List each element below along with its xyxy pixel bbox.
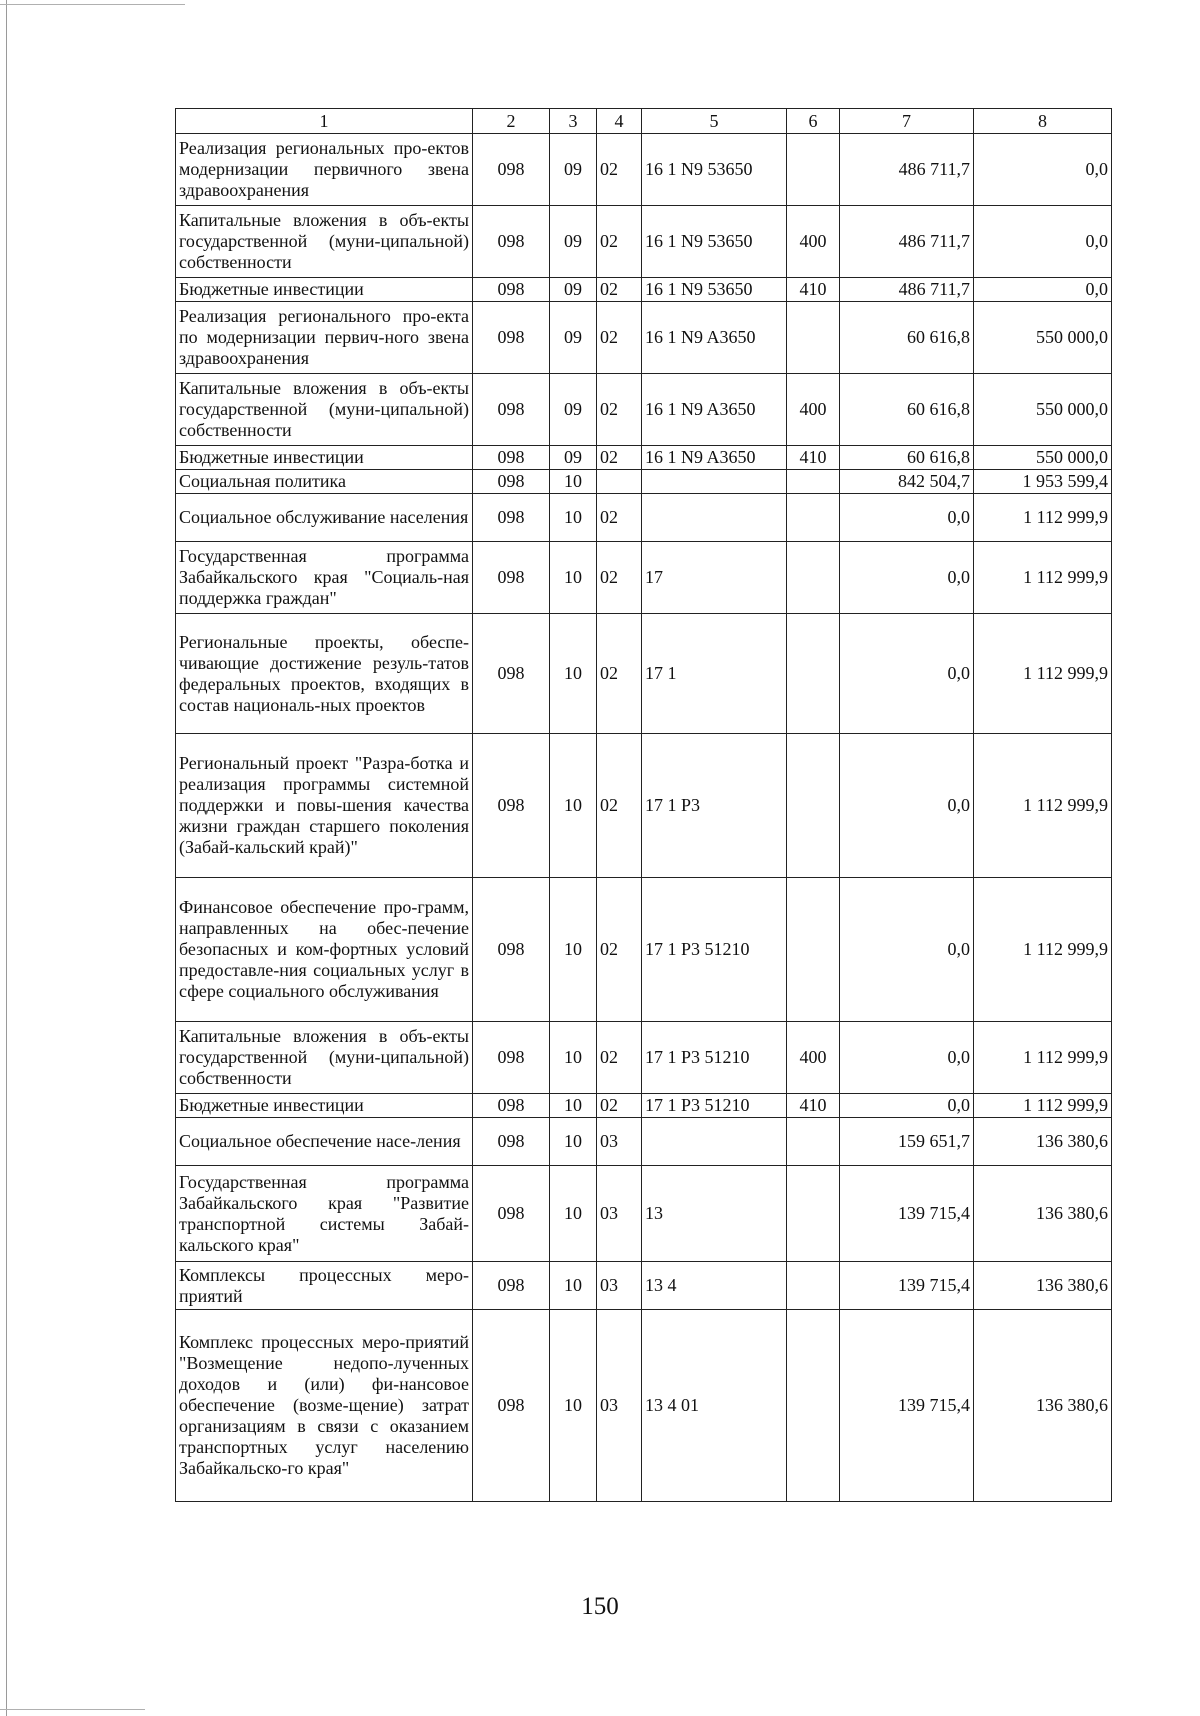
subsection-cell [597, 470, 642, 494]
subsection-cell: 02 [597, 542, 642, 614]
expense-type-cell [787, 134, 840, 206]
target-article-cell: 16 1 N9 53650 [642, 206, 787, 278]
column-header: 5 [642, 109, 787, 134]
code-admin-cell: 098 [473, 1166, 550, 1262]
amount-2025-cell: 136 380,6 [974, 1262, 1112, 1310]
section-cell: 09 [550, 302, 597, 374]
amount-2024-cell: 139 715,4 [840, 1166, 974, 1262]
table-row [176, 1262, 1112, 1310]
amount-2025-cell: 1 112 999,9 [974, 878, 1112, 1022]
subsection-cell: 02 [597, 206, 642, 278]
row-name-cell: Финансовое обеспечение про-грамм, направленных на обес-печение безопасных и ком-фортных условий предоставле-ния социальных услуг в сфере социального обслуживания [176, 878, 473, 1022]
table-row [176, 1310, 1112, 1502]
amount-2024-cell: 842 504,7 [840, 470, 974, 494]
amount-2024-cell: 159 651,7 [840, 1118, 974, 1166]
section-cell: 10 [550, 878, 597, 1022]
table-row [176, 374, 1112, 446]
column-header: 7 [840, 109, 974, 134]
column-header: 6 [787, 109, 840, 134]
amount-2025-cell: 550 000,0 [974, 302, 1112, 374]
amount-2024-cell: 0,0 [840, 1022, 974, 1094]
target-article-cell: 17 1 P3 51210 [642, 1022, 787, 1094]
row-name-cell: Социальное обслуживание населения [176, 494, 473, 542]
code-admin-cell: 098 [473, 1310, 550, 1502]
table-body [176, 134, 1112, 1502]
amount-2025-cell: 550 000,0 [974, 446, 1112, 470]
section-cell: 09 [550, 374, 597, 446]
amount-2024-cell: 0,0 [840, 542, 974, 614]
code-admin-cell: 098 [473, 1262, 550, 1310]
subsection-cell: 02 [597, 734, 642, 878]
code-admin-cell: 098 [473, 278, 550, 302]
row-name-cell: Региональные проекты, обеспе-чивающие достижение резуль-татов федеральных проектов, входящих в состав националь-ных проектов [176, 614, 473, 734]
expense-type-cell [787, 302, 840, 374]
expense-type-cell [787, 734, 840, 878]
section-cell: 10 [550, 494, 597, 542]
table-row [176, 1118, 1112, 1166]
row-name-cell: Капитальные вложения в объ-екты государственной (муни-ципальной) собственности [176, 374, 473, 446]
section-cell: 10 [550, 1166, 597, 1262]
expense-type-cell: 400 [787, 1022, 840, 1094]
amount-2024-cell: 139 715,4 [840, 1262, 974, 1310]
row-name-cell: Реализация регионального про-екта по модернизации первич-ного звена здравоохранения [176, 302, 473, 374]
amount-2025-cell: 136 380,6 [974, 1310, 1112, 1502]
code-admin-cell: 098 [473, 734, 550, 878]
subsection-cell: 03 [597, 1310, 642, 1502]
amount-2024-cell: 0,0 [840, 1094, 974, 1118]
code-admin-cell: 098 [473, 446, 550, 470]
row-name-cell: Социальная политика [176, 470, 473, 494]
section-cell: 10 [550, 542, 597, 614]
column-header: 2 [473, 109, 550, 134]
section-cell: 10 [550, 734, 597, 878]
table-row [176, 1166, 1112, 1262]
amount-2024-cell: 0,0 [840, 878, 974, 1022]
amount-2024-cell: 60 616,8 [840, 374, 974, 446]
page-edge-left [6, 0, 7, 1716]
section-cell: 10 [550, 1310, 597, 1502]
section-cell: 09 [550, 446, 597, 470]
expense-type-cell: 410 [787, 446, 840, 470]
expense-type-cell [787, 1166, 840, 1262]
subsection-cell: 02 [597, 614, 642, 734]
amount-2025-cell: 136 380,6 [974, 1118, 1112, 1166]
subsection-cell: 02 [597, 878, 642, 1022]
amount-2025-cell: 1 112 999,9 [974, 494, 1112, 542]
table-row [176, 302, 1112, 374]
target-article-cell: 16 1 N9 53650 [642, 134, 787, 206]
section-cell: 09 [550, 278, 597, 302]
row-name-cell: Капитальные вложения в объ-екты государственной (муни-ципальной) собственности [176, 1022, 473, 1094]
amount-2024-cell: 486 711,7 [840, 206, 974, 278]
expense-type-cell [787, 614, 840, 734]
code-admin-cell: 098 [473, 302, 550, 374]
table-row [176, 278, 1112, 302]
amount-2025-cell: 1 112 999,9 [974, 1094, 1112, 1118]
expense-type-cell: 400 [787, 206, 840, 278]
expense-type-cell [787, 470, 840, 494]
section-cell: 10 [550, 1118, 597, 1166]
expense-type-cell [787, 1310, 840, 1502]
table-row [176, 734, 1112, 878]
table-row [176, 614, 1112, 734]
row-name-cell: Государственная программа Забайкальского края "Социаль-ная поддержка граждан" [176, 542, 473, 614]
section-cell: 09 [550, 134, 597, 206]
subsection-cell: 02 [597, 302, 642, 374]
code-admin-cell: 098 [473, 1022, 550, 1094]
expense-type-cell [787, 494, 840, 542]
target-article-cell [642, 470, 787, 494]
subsection-cell: 02 [597, 494, 642, 542]
page-edge-bottom [0, 1709, 145, 1710]
subsection-cell: 02 [597, 374, 642, 446]
amount-2025-cell: 1 112 999,9 [974, 542, 1112, 614]
target-article-cell: 16 1 N9 A3650 [642, 446, 787, 470]
row-name-cell: Социальное обеспечение насе-ления [176, 1118, 473, 1166]
subsection-cell: 03 [597, 1262, 642, 1310]
expense-type-cell [787, 1262, 840, 1310]
subsection-cell: 03 [597, 1166, 642, 1262]
expense-type-cell [787, 542, 840, 614]
expense-type-cell: 410 [787, 1094, 840, 1118]
subsection-cell: 02 [597, 1094, 642, 1118]
table-row [176, 446, 1112, 470]
target-article-cell: 16 1 N9 53650 [642, 278, 787, 302]
target-article-cell: 17 1 P3 51210 [642, 1094, 787, 1118]
column-header: 3 [550, 109, 597, 134]
code-admin-cell: 098 [473, 470, 550, 494]
code-admin-cell: 098 [473, 614, 550, 734]
code-admin-cell: 098 [473, 1118, 550, 1166]
row-name-cell: Государственная программа Забайкальского края "Развитие транспортной системы Забай-кальского края" [176, 1166, 473, 1262]
code-admin-cell: 098 [473, 494, 550, 542]
target-article-cell: 13 [642, 1166, 787, 1262]
subsection-cell: 02 [597, 134, 642, 206]
row-name-cell: Капитальные вложения в объ-екты государственной (муни-ципальной) собственности [176, 206, 473, 278]
column-header: 4 [597, 109, 642, 134]
code-admin-cell: 098 [473, 1094, 550, 1118]
expense-type-cell [787, 878, 840, 1022]
target-article-cell: 13 4 [642, 1262, 787, 1310]
section-cell: 10 [550, 470, 597, 494]
amount-2024-cell: 0,0 [840, 614, 974, 734]
amount-2024-cell: 60 616,8 [840, 446, 974, 470]
code-admin-cell: 098 [473, 206, 550, 278]
row-name-cell: Бюджетные инвестиции [176, 278, 473, 302]
target-article-cell: 17 1 P3 [642, 734, 787, 878]
code-admin-cell: 098 [473, 542, 550, 614]
section-cell: 09 [550, 206, 597, 278]
expense-type-cell: 410 [787, 278, 840, 302]
code-admin-cell: 098 [473, 374, 550, 446]
table-row [176, 1022, 1112, 1094]
amount-2025-cell: 1 112 999,9 [974, 734, 1112, 878]
amount-2024-cell: 486 711,7 [840, 134, 974, 206]
row-name-cell: Бюджетные инвестиции [176, 1094, 473, 1118]
amount-2025-cell: 0,0 [974, 134, 1112, 206]
section-cell: 10 [550, 1262, 597, 1310]
section-cell: 10 [550, 1094, 597, 1118]
row-name-cell: Региональный проект "Разра-ботка и реализация программы системной поддержки и повы-шения качества жизни граждан старшего поколения (Забай-кальский край)" [176, 734, 473, 878]
page-edge-top [0, 4, 185, 5]
page-number: 150 [581, 1593, 619, 1620]
table-row [176, 206, 1112, 278]
code-admin-cell: 098 [473, 134, 550, 206]
table-row [176, 1094, 1112, 1118]
row-name-cell: Комплекс процессных меро-приятий "Возмещение недопо-лученных доходов и (или) фи-нансовое обеспечение (возме-щение) затрат организациям в связи с оказанием транспортных услуг населению Забайкальско-го края" [176, 1310, 473, 1502]
budget-table [175, 108, 1112, 1502]
amount-2024-cell: 0,0 [840, 494, 974, 542]
amount-2024-cell: 60 616,8 [840, 302, 974, 374]
expense-type-cell [787, 1118, 840, 1166]
target-article-cell: 13 4 01 [642, 1310, 787, 1502]
subsection-cell: 02 [597, 278, 642, 302]
amount-2025-cell: 1 112 999,9 [974, 1022, 1112, 1094]
table-header-row [176, 109, 1112, 134]
table-row [176, 542, 1112, 614]
subsection-cell: 02 [597, 1022, 642, 1094]
column-header: 1 [176, 109, 473, 134]
section-cell: 10 [550, 1022, 597, 1094]
amount-2025-cell: 0,0 [974, 278, 1112, 302]
amount-2025-cell: 1 112 999,9 [974, 614, 1112, 734]
row-name-cell: Комплексы процессных меро-приятий [176, 1262, 473, 1310]
amount-2025-cell: 550 000,0 [974, 374, 1112, 446]
table-row [176, 878, 1112, 1022]
target-article-cell [642, 1118, 787, 1166]
target-article-cell: 16 1 N9 A3650 [642, 374, 787, 446]
target-article-cell: 17 [642, 542, 787, 614]
target-article-cell: 16 1 N9 A3650 [642, 302, 787, 374]
section-cell: 10 [550, 614, 597, 734]
table-row [176, 470, 1112, 494]
amount-2024-cell: 0,0 [840, 734, 974, 878]
subsection-cell: 02 [597, 446, 642, 470]
subsection-cell: 03 [597, 1118, 642, 1166]
row-name-cell: Реализация региональных про-ектов модернизации первичного звена здравоохранения [176, 134, 473, 206]
amount-2025-cell: 0,0 [974, 206, 1112, 278]
target-article-cell: 17 1 [642, 614, 787, 734]
amount-2024-cell: 139 715,4 [840, 1310, 974, 1502]
expense-type-cell: 400 [787, 374, 840, 446]
target-article-cell [642, 494, 787, 542]
amount-2025-cell: 1 953 599,4 [974, 470, 1112, 494]
target-article-cell: 17 1 P3 51210 [642, 878, 787, 1022]
amount-2025-cell: 136 380,6 [974, 1166, 1112, 1262]
row-name-cell: Бюджетные инвестиции [176, 446, 473, 470]
column-header: 8 [974, 109, 1112, 134]
amount-2024-cell: 486 711,7 [840, 278, 974, 302]
table-row [176, 494, 1112, 542]
code-admin-cell: 098 [473, 878, 550, 1022]
table-row [176, 134, 1112, 206]
